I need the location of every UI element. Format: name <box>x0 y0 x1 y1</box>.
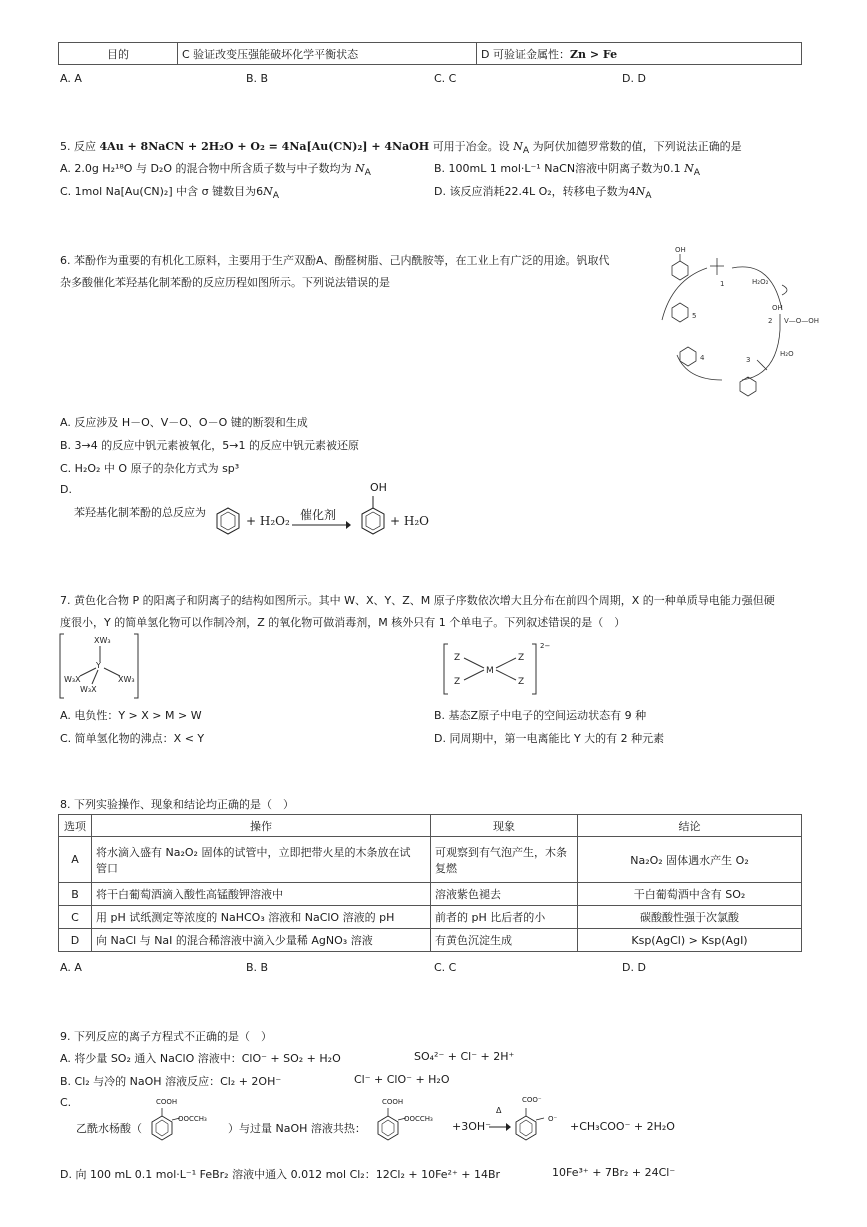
q7-option-d[interactable]: D. 同周期中，第一电离能比 Y 大的有 2 种元素 <box>434 732 665 745</box>
q6-catalyst-label: 催化剂 <box>300 508 337 522</box>
q9-option-a-product: SO₄²⁻ + Cl⁻ + 2H⁺ <box>414 1050 515 1063</box>
table-row: D 向 NaCl 与 NaI 的混合稀溶液中滴入少量稀 AgNO₃ 溶液 有黄色沉淀生成 Ksp(AgCl) > Ksp(AgI) <box>59 929 802 952</box>
q4-option-d[interactable]: D. D <box>622 72 646 85</box>
q9-option-c-text2: ）与过量 NaOH 溶液共热： <box>228 1122 366 1135</box>
q4-cell-c: C 验证改变压强能破坏化学平衡状态 <box>178 43 477 65</box>
q9-hydroxide: +3OH⁻ <box>452 1120 491 1133</box>
q8-header-option: 选项 <box>59 815 92 837</box>
q6-phenol-oh: OH <box>370 481 387 494</box>
svg-text:H₂O: H₂O <box>780 350 794 358</box>
q5-option-a[interactable]: A. 2.0g H₂¹⁸O 与 D₂O 的混合物中所含质子数与中子数均为 $N_A$ <box>60 162 371 179</box>
q9-delta-label: Δ <box>496 1106 502 1115</box>
q4-cell-d: D 可验证金属性：Zn > Fe <box>477 43 802 65</box>
q7-option-c[interactable]: C. 简单氢化物的沸点：X < Y <box>60 732 205 745</box>
svg-text:1: 1 <box>720 280 725 288</box>
q5-stem: 5. 反应 4Au + 8NaCN + 2H₂O + O₂ = 4Na[Au(CN)₂] + 4NaOH 可用于冶金。设 $N_A$ 为阿伏加德罗常数的值，下列说法正确的是 <box>60 140 742 157</box>
q9-option-a[interactable]: A. 将少量 SO₂ 通入 NaClO 溶液中：ClO⁻ + SO₂ + H₂O <box>60 1052 341 1065</box>
q4-row-label: 目的 <box>59 43 178 65</box>
q8-stem: 8. 下列实验操作、现象和结论均正确的是（ ） <box>60 798 294 811</box>
q7-stem-line2: 度很小，Y 的简单氢化物可以作制冷剂，Z 的氧化物可做消毒剂，M 核外只有 1 个单电子。下列叙述错误的是（ ） <box>60 616 626 629</box>
q7-anion-structure <box>440 640 560 698</box>
q8-option-a[interactable]: A. A <box>60 961 82 974</box>
q6-h2o: + H₂O <box>390 514 429 528</box>
q8-option-c[interactable]: C. C <box>434 961 457 974</box>
q8-option-d[interactable]: D. D <box>622 961 646 974</box>
q6-catalytic-cycle-diagram <box>632 240 820 400</box>
svg-text:2−: 2− <box>540 642 551 650</box>
q8-option-b[interactable]: B. B <box>246 961 269 974</box>
q9-ococh3-label-2: OOCCH₃ <box>404 1115 433 1123</box>
q9-salicylate-icon <box>514 1106 548 1146</box>
q5-option-b[interactable]: B. 100mL 1 mol·L⁻¹ NaCN溶液中阴离子数为0.1 $N_A$ <box>434 162 700 179</box>
q6-reaction-arrow-icon <box>290 520 352 530</box>
q4-option-a[interactable]: A. A <box>60 72 82 85</box>
q6-option-c[interactable]: C. H₂O₂ 中 O 原子的杂化方式为 sp³ <box>60 462 240 475</box>
svg-text:Z: Z <box>518 677 525 687</box>
q9-option-d[interactable]: D. 向 100 mL 0.1 mol·L⁻¹ FeBr₂ 溶液中通入 0.012 mol Cl₂：12Cl₂ + 10Fe²⁺ + 14Br <box>60 1168 501 1181</box>
q5-option-d[interactable]: D. 该反应消耗22.4L O₂，转移电子数为$4N_A$ <box>434 185 652 202</box>
q6-h2o2: + H₂O₂ <box>246 514 290 528</box>
q9-option-c-product: +CH₃COO⁻ + 2H₂O <box>570 1120 675 1133</box>
q9-aspirin-icon-1 <box>150 1106 182 1146</box>
q9-cooh-label-2: COOH <box>382 1098 404 1106</box>
q5-option-c[interactable]: C. 1mol Na[Au(CN)₂] 中含 σ 键数目为$6N_A$ <box>60 185 279 202</box>
q8-table <box>58 814 802 952</box>
q6-option-d[interactable]: D. <box>60 483 72 496</box>
q4-option-b[interactable]: B. B <box>246 72 269 85</box>
q6-option-b[interactable]: B. 3→4 的反应中钒元素被氧化，5→1 的反应中钒元素被还原 <box>60 439 359 452</box>
svg-text:Y: Y <box>96 661 101 670</box>
svg-text:H₂O₂: H₂O₂ <box>752 278 769 286</box>
table-row: A 将水滴入盛有 Na₂O₂ 固体的试管中，立即把带火星的木条放在试 管口 可观察到有气泡产生，木条 复燃 Na₂O₂ 固体遇水产生 O₂ <box>59 837 802 883</box>
svg-text:Z: Z <box>454 677 461 687</box>
q4-option-c[interactable]: C. C <box>434 72 457 85</box>
q9-ococh3-label-1: OOCCH₃ <box>178 1115 207 1123</box>
svg-text:Z: Z <box>518 653 525 663</box>
svg-text:5: 5 <box>692 312 697 320</box>
q9-aspirin-icon-2 <box>376 1106 408 1146</box>
table-row: B 将干白葡萄酒滴入酸性高锰酸钾溶液中 溶液紫色褪去 干白葡萄酒中含有 SO₂ <box>59 883 802 906</box>
q6-stem-line2: 杂多酸催化苯羟基化制苯酚的反应历程如图所示。下列说法错误的是 <box>60 276 390 289</box>
svg-text:OH: OH <box>675 246 686 254</box>
svg-text:2: 2 <box>768 317 773 325</box>
q8-header-operation: 操作 <box>92 815 431 837</box>
q7-option-b[interactable]: B. 基态Z原子中电子的空间运动状态有 9 种 <box>434 709 647 722</box>
q9-option-c-text1: 乙酰水杨酸（ <box>76 1122 142 1135</box>
svg-text:W₃X: W₃X <box>80 685 97 694</box>
q9-ominus-label: O⁻ <box>548 1115 558 1123</box>
q9-stem: 9. 下列反应的离子方程式不正确的是（ ） <box>60 1030 272 1043</box>
table-row: C 用 pH 试纸测定等浓度的 NaHCO₃ 溶液和 NaClO 溶液的 pH 前者的 pH 比后者的小 碳酸酸性强于次氯酸 <box>59 906 802 929</box>
svg-text:XW₃: XW₃ <box>94 636 111 645</box>
q6-benzene-icon <box>214 506 242 536</box>
q9-coo-label: COO⁻ <box>522 1096 542 1104</box>
svg-text:M: M <box>486 666 494 676</box>
svg-text:OH: OH <box>772 304 783 312</box>
svg-text:3: 3 <box>746 356 751 364</box>
q7-stem-line1: 7. 黄色化合物 P 的阳离子和阴离子的结构如图所示。其中 W、X、Y、Z、M 原子序数依次增大且分布在前四个周期，X 的一种单质导电能力强但硬 <box>60 594 775 607</box>
q6-option-d-text: 苯羟基化制苯酚的总反应为 <box>74 506 206 519</box>
q6-stem-line1: 6. 苯酚作为重要的有机化工原料，主要用于生产双酚A、酚醛树脂、己内酰胺等，在工业上有广泛的用途。钒取代 <box>60 254 610 267</box>
q4-table <box>58 42 802 65</box>
q8-header-conclusion: 结论 <box>578 815 802 837</box>
q7-cation-structure <box>58 632 142 700</box>
svg-text:W₃X: W₃X <box>64 675 81 684</box>
q9-cooh-label-1: COOH <box>156 1098 178 1106</box>
svg-text:Z: Z <box>454 653 461 663</box>
q9-option-b-product: Cl⁻ + ClO⁻ + H₂O <box>354 1073 450 1086</box>
q6-option-a[interactable]: A. 反应涉及 H－O、V－O、O－O 键的断裂和生成 <box>60 416 308 429</box>
svg-text:4: 4 <box>700 354 705 362</box>
svg-text:XW₃: XW₃ <box>118 675 135 684</box>
q7-option-a[interactable]: A. 电负性：Y > X > M > W <box>60 709 202 722</box>
svg-text:V—O—OH: V—O—OH <box>784 317 820 325</box>
q9-option-d-product: 10Fe³⁺ + 7Br₂ + 24Cl⁻ <box>552 1166 676 1179</box>
q9-heat-arrow-icon <box>488 1122 512 1132</box>
q9-option-b[interactable]: B. Cl₂ 与冷的 NaOH 溶液反应：Cl₂ + 2OH⁻ <box>60 1075 282 1088</box>
q9-option-c[interactable]: C. <box>60 1096 72 1109</box>
q6-phenol-icon <box>358 494 388 538</box>
q8-header-phenomenon: 现象 <box>431 815 578 837</box>
